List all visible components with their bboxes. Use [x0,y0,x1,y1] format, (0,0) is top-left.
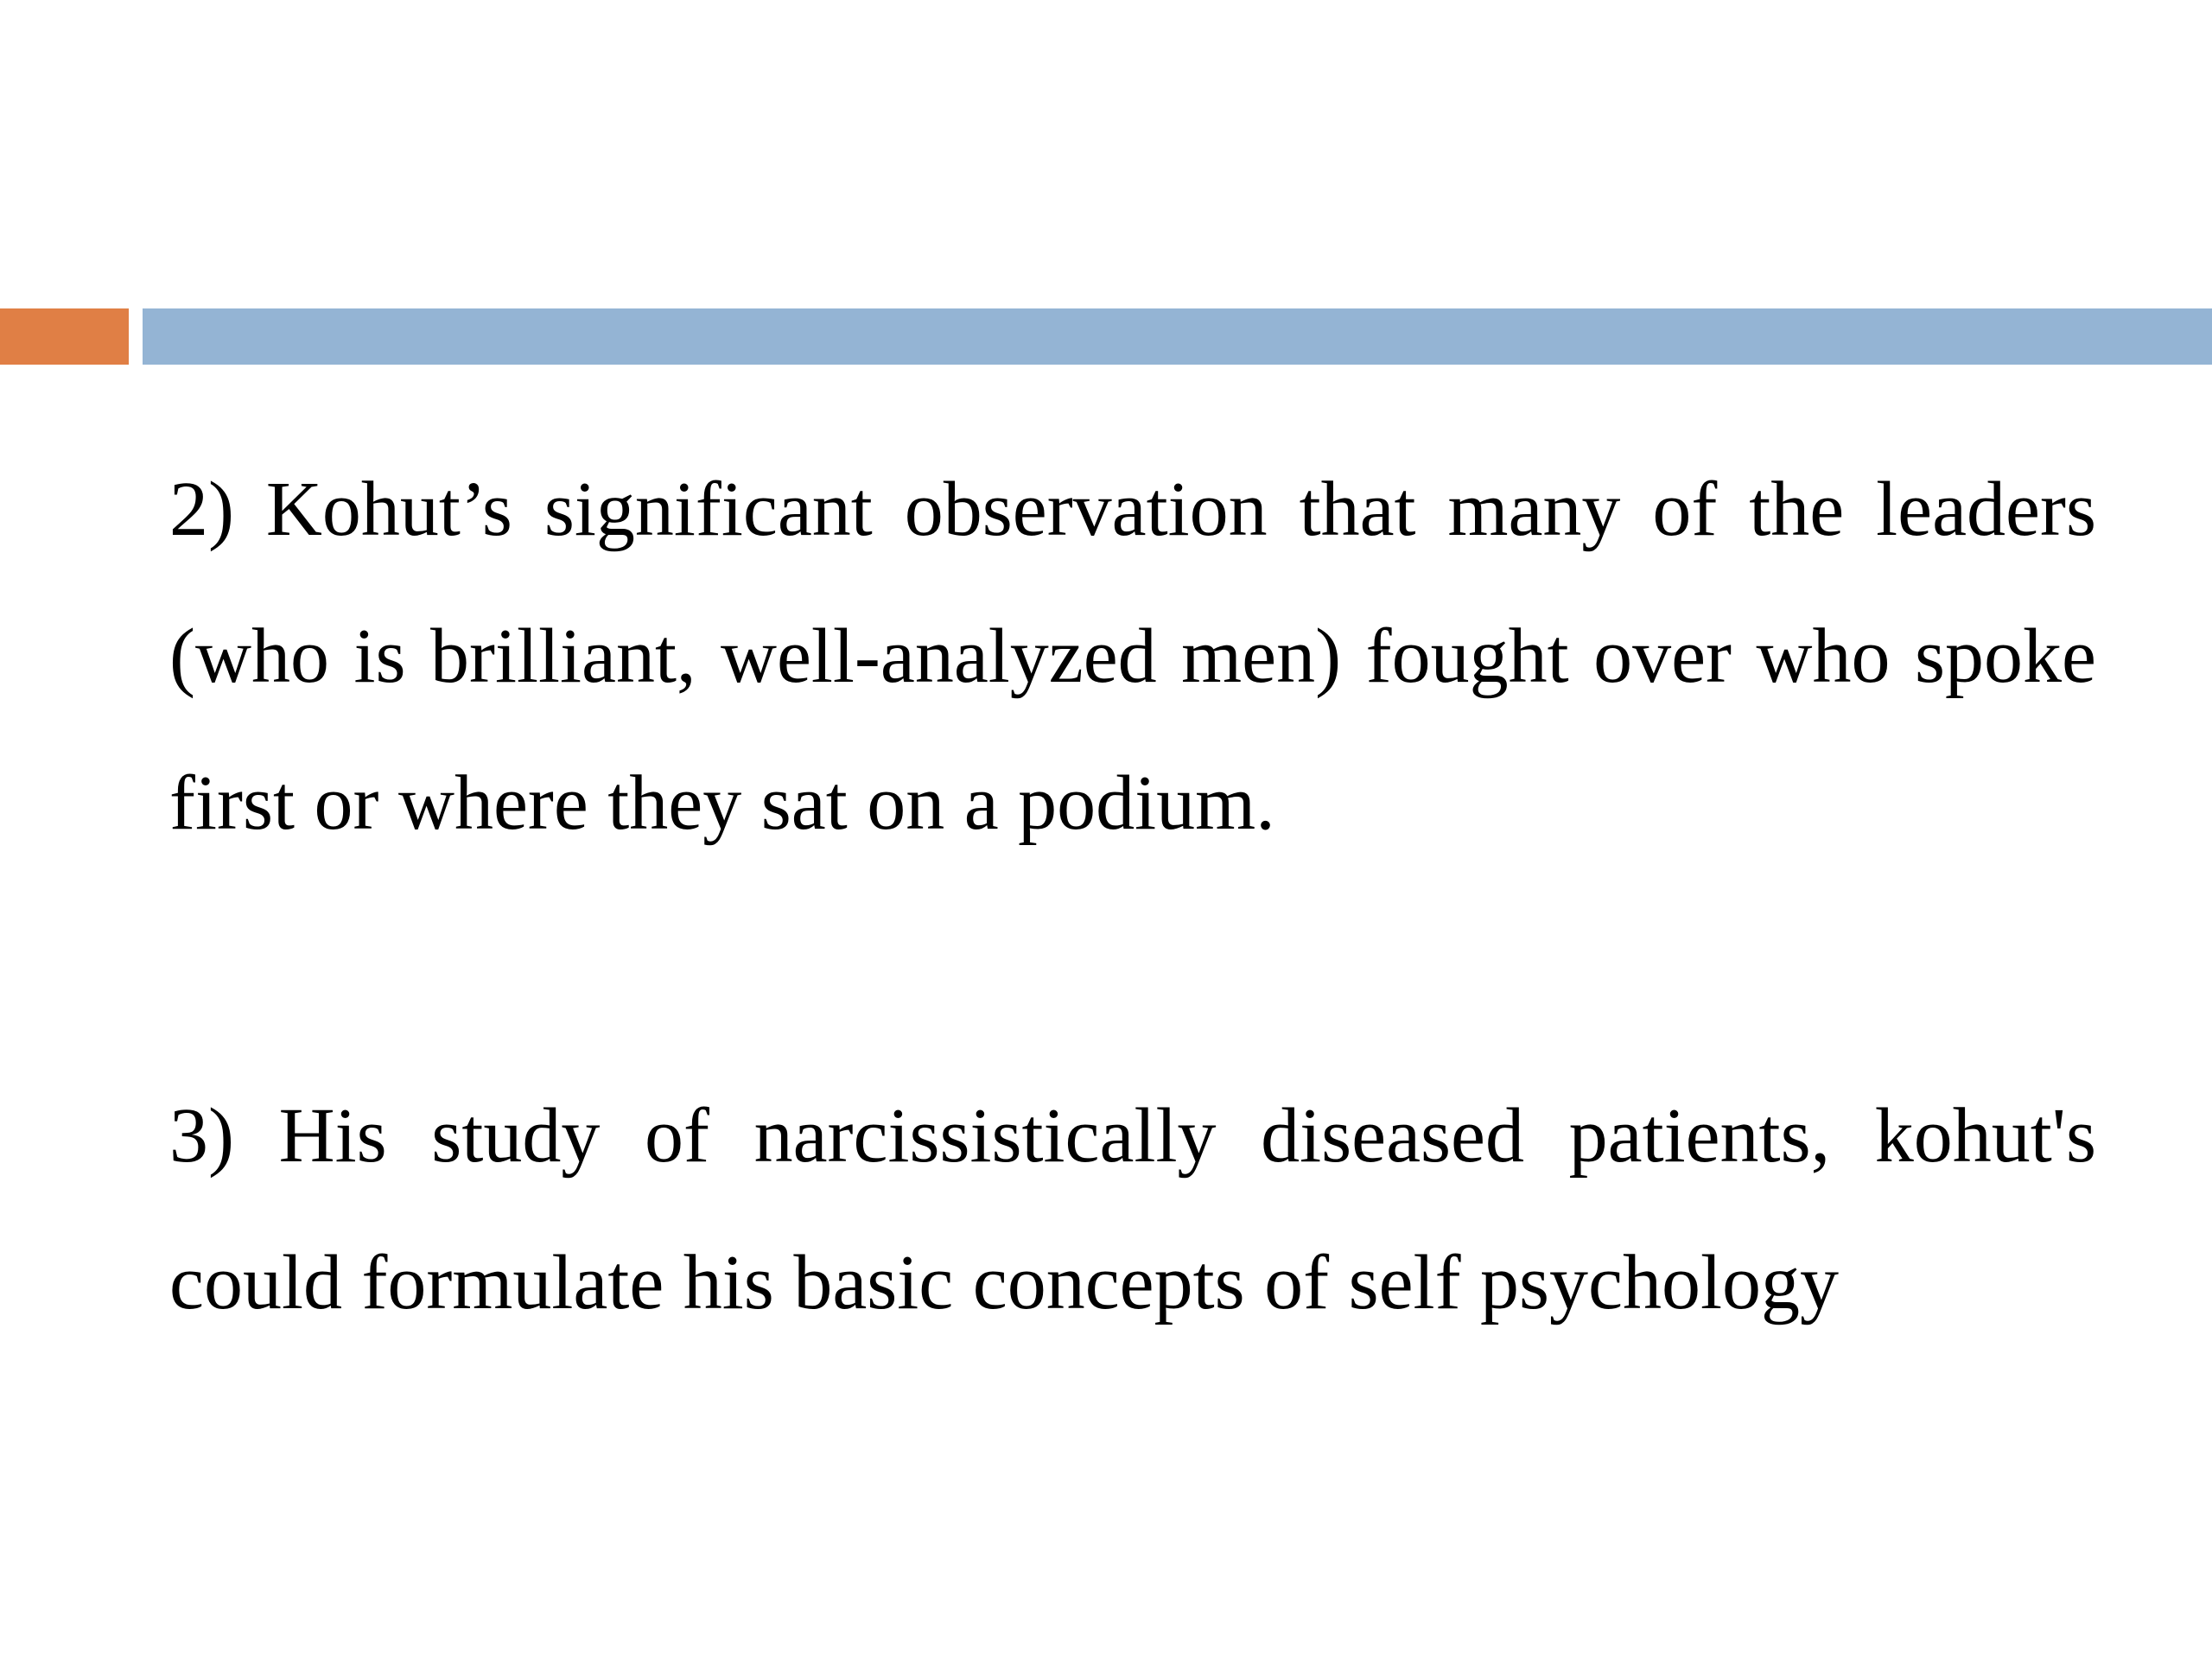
point-3-text: 3) His study of narcissistically diseased patients, kohut's could formulate his basic concepts of self psychology [169,1093,2096,1325]
point-2-text: 2) Kohut’s significant observation that many of the leaders (who is brilliant, well-analyzed men) fought over who spoke first or where they sat on a podium. [169,467,2096,846]
header-bar [143,308,2212,365]
slide-content [169,436,2096,1357]
accent-bar [0,308,129,365]
